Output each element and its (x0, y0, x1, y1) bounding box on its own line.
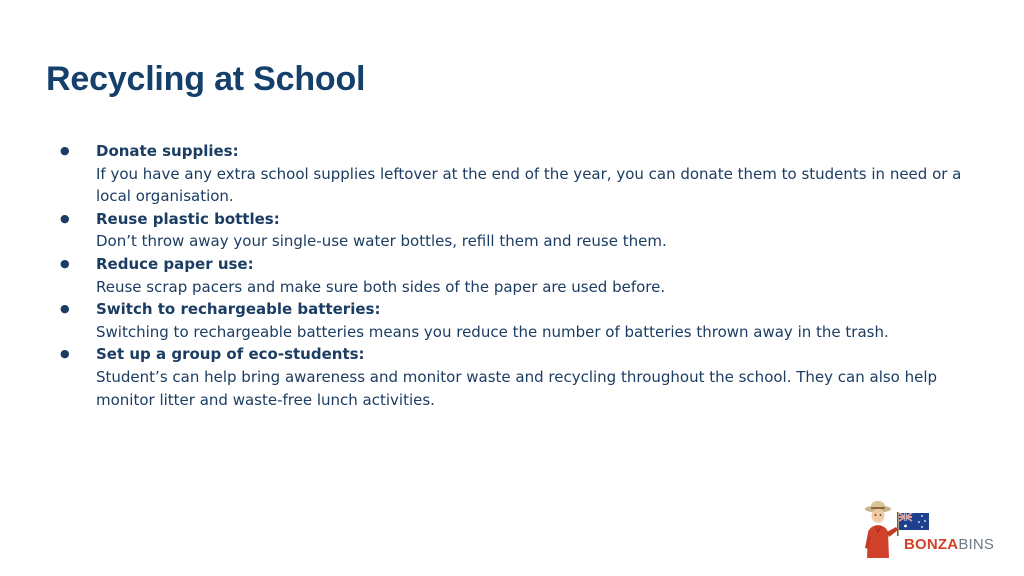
item-heading: Reuse plastic bottles: (96, 209, 280, 228)
slide-title: Recycling at School (46, 60, 366, 98)
item-description: If you have any extra school supplies leftover at the end of the year, you can donate them to students in need or a local organisation. (96, 164, 962, 206)
bullet-icon: ● (60, 144, 70, 157)
bullet-icon: ● (60, 256, 70, 270)
list-item (56, 140, 986, 208)
brand-name (904, 536, 994, 553)
bullet-icon: ● (60, 211, 70, 225)
item-heading: Switch to rechargeable batteries: (96, 300, 381, 319)
list-item (56, 298, 986, 343)
list-item (56, 343, 986, 411)
bullet-icon: ● (60, 302, 70, 316)
item-heading: Set up a group of eco-students: (96, 345, 365, 364)
brand-part-1: BONZA (904, 536, 959, 553)
item-description: Student’s can help bring awareness and monitor waste and recycling throughout the school. They can also help monitor litter and waste-free lunch activities. (96, 367, 938, 409)
item-description: Reuse scrap pacers and make sure both sides of the paper are used before. (96, 277, 666, 296)
item-description: Don’t throw away your single-use water bottles, refill them and reuse them. (96, 232, 667, 251)
brand-part-2: BINS (958, 536, 995, 553)
item-heading: Reduce paper use: (96, 254, 254, 273)
list-item (56, 253, 986, 298)
item-description: Switching to rechargeable batteries means you reduce the number of batteries thrown away in the trash. (96, 322, 889, 341)
list-item (56, 208, 986, 253)
tips-list (56, 140, 986, 411)
item-heading: Donate supplies: (96, 142, 239, 160)
bullet-icon: ● (60, 347, 70, 361)
bonzabins-logo (862, 500, 997, 562)
